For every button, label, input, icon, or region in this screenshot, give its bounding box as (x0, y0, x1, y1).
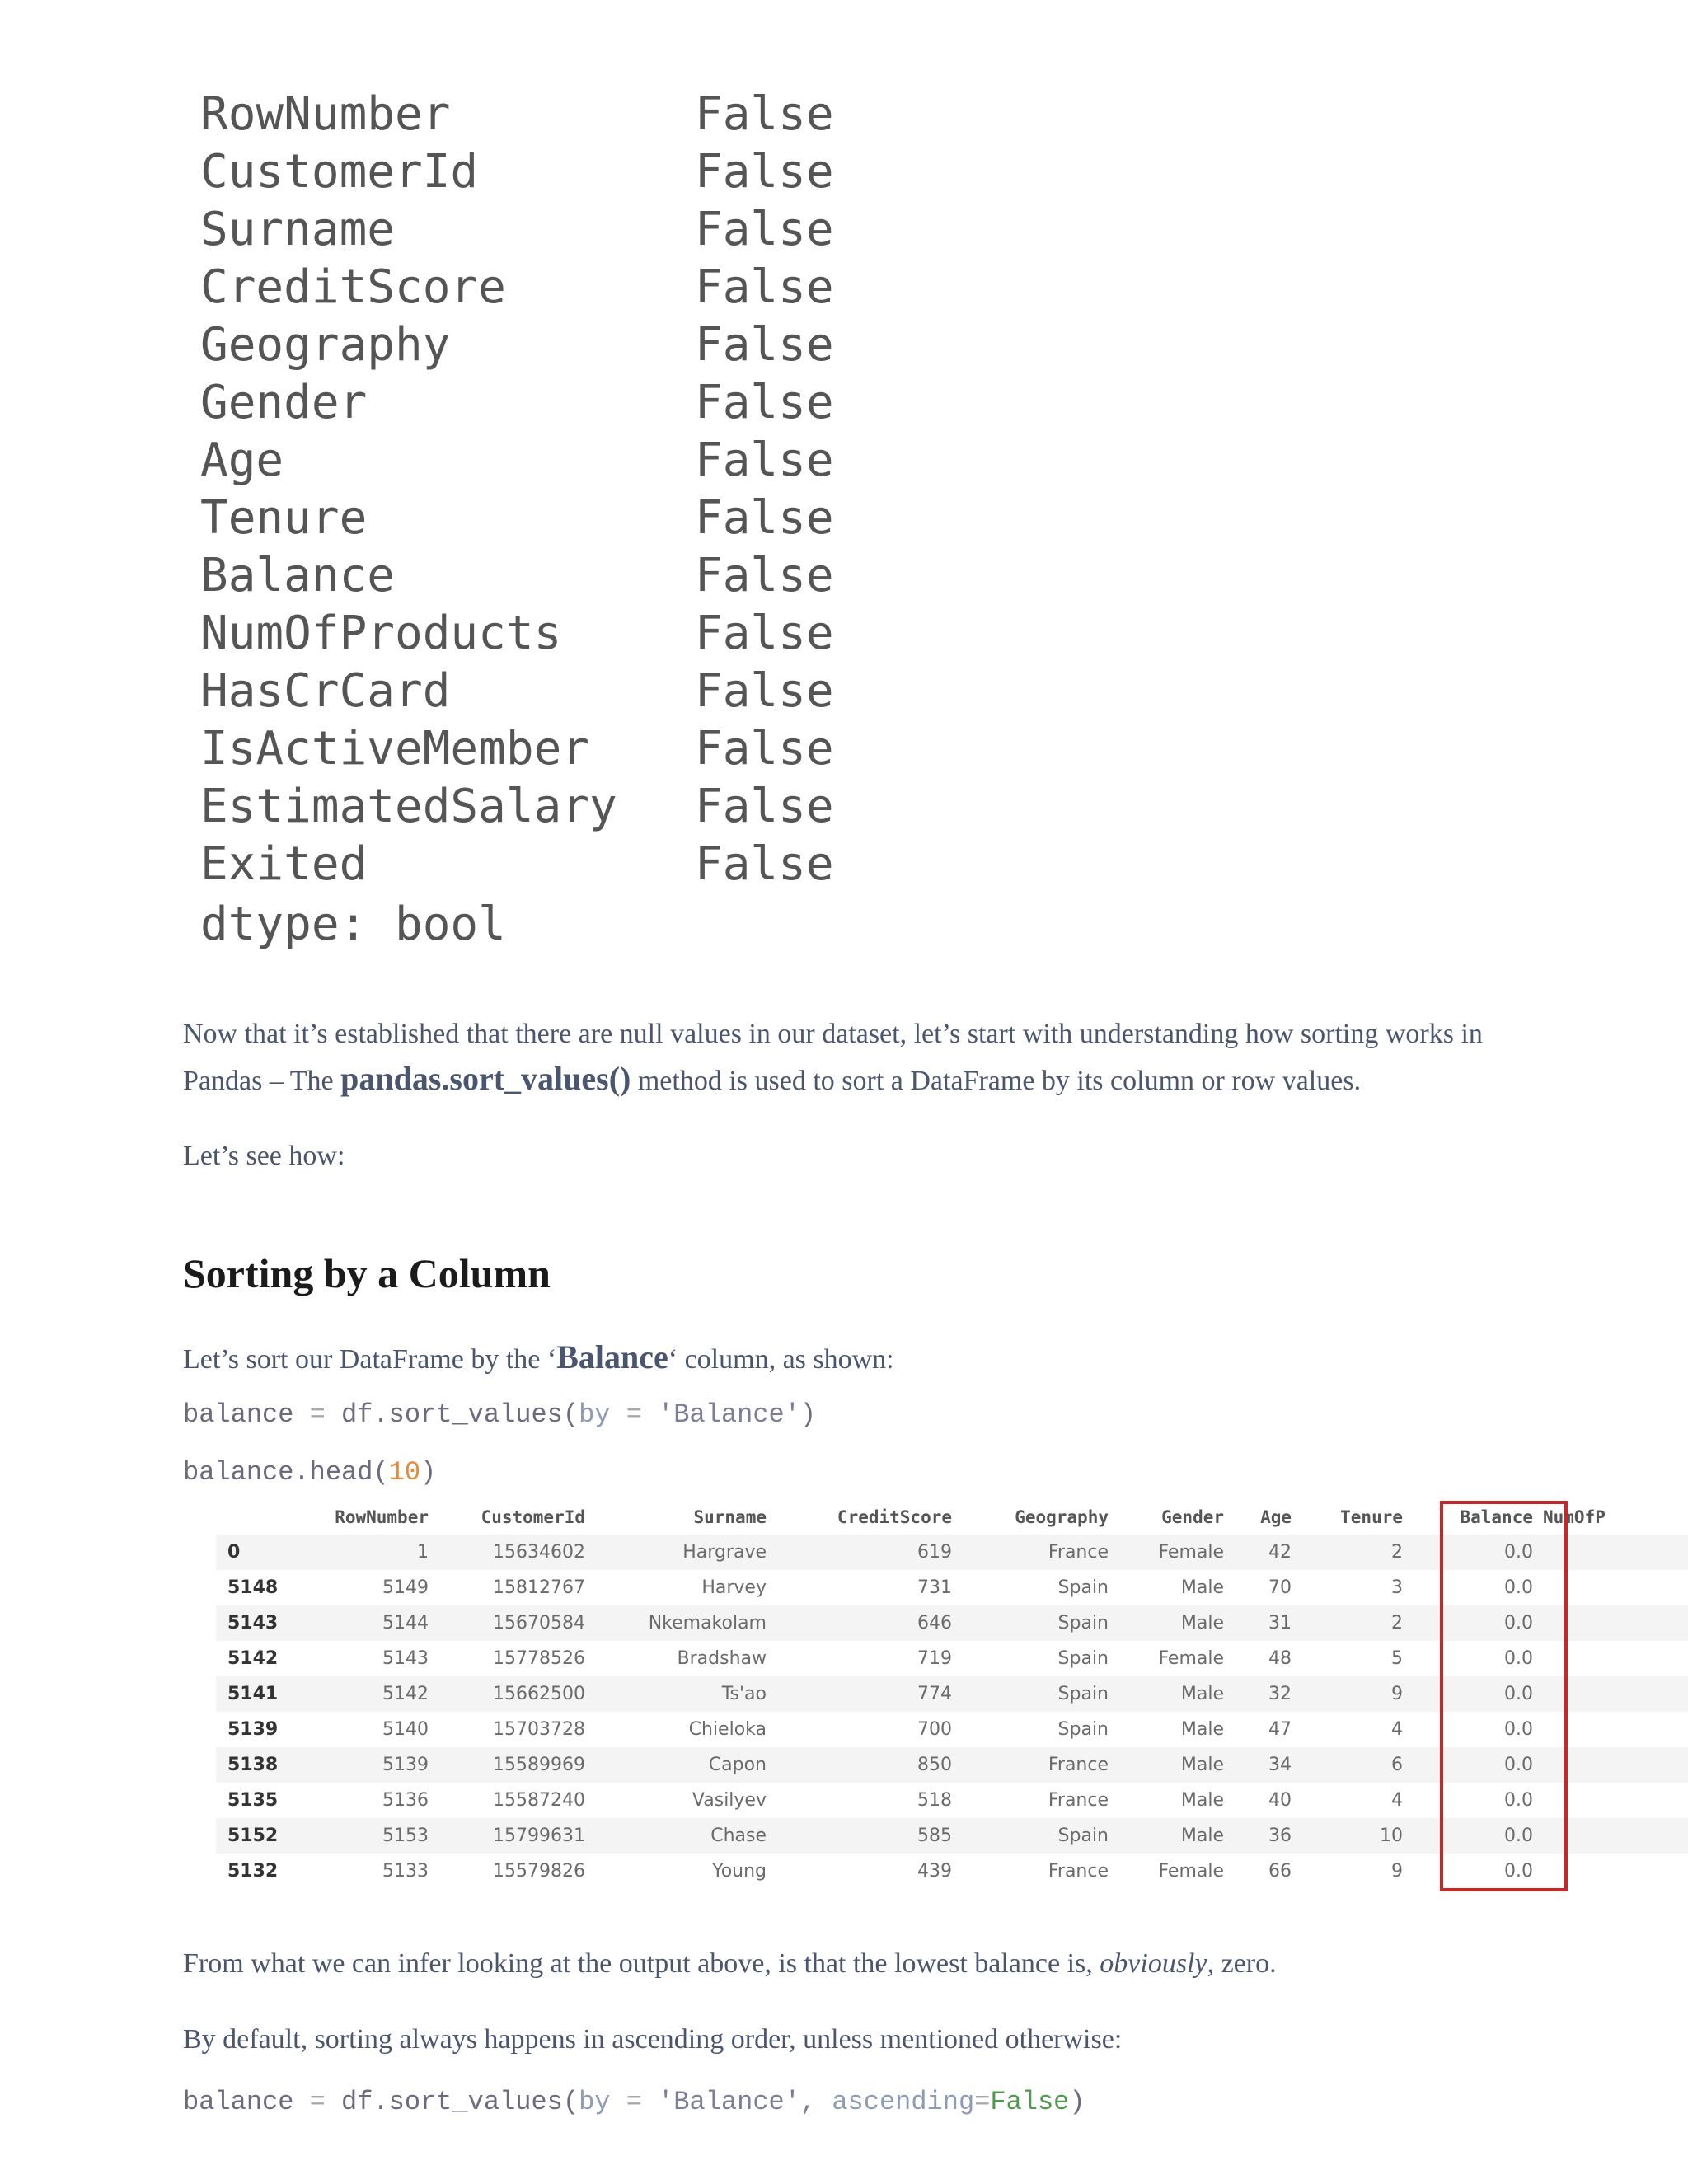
dataframe-cell: Vasilyev (692, 1790, 767, 1811)
dataframe-cell: 0.0 (1504, 1684, 1533, 1704)
dataframe-row (216, 1854, 1688, 1889)
dataframe-cell: 15662500 (493, 1684, 585, 1704)
dataframe-column-header: Geography (1015, 1507, 1109, 1527)
code-call: df.sort_values( (341, 1399, 579, 1430)
dataframe-cell: 5153 (382, 1825, 429, 1846)
dataframe-column-header: Age (1260, 1507, 1292, 1527)
dataframe-column-header: NumOfP (1543, 1507, 1606, 1527)
dataframe-cell: 9 (1391, 1684, 1403, 1704)
dataframe-row (216, 1535, 1688, 1570)
dataframe-cell: 36 (1268, 1825, 1292, 1846)
dataframe-cell: Male (1180, 1825, 1224, 1846)
dataframe-index-cell: 0 (227, 1542, 241, 1563)
dataframe-cell: Spain (1057, 1613, 1109, 1633)
dataframe-index-cell: 5152 (227, 1825, 279, 1846)
dataframe-cell: 5142 (382, 1684, 429, 1704)
code3-eq2: = (610, 2087, 659, 2117)
dataframe-cell: 5139 (382, 1755, 429, 1775)
dataframe-cell: Ts'ao (721, 1684, 767, 1704)
dataframe-cell: 40 (1268, 1790, 1292, 1811)
dataframe-cell: 32 (1268, 1684, 1292, 1704)
code-by: by (579, 1399, 611, 1430)
sort-instruction-post: column, as shown: (678, 1344, 894, 1375)
dataframe-cell: Male (1180, 1719, 1224, 1740)
dataframe-index-cell: 5148 (227, 1577, 279, 1598)
dataframe-cell-empty (1543, 1535, 1688, 1570)
see-how-text: Let’s see how: (183, 1141, 345, 1171)
dataframe-cell: 1 (417, 1542, 429, 1563)
dataframe-column-header: CustomerId (481, 1507, 585, 1527)
dataframe-cell: 3 (1391, 1577, 1403, 1598)
dataframe-row (216, 1747, 1688, 1783)
dataframe-cell: 15634602 (493, 1542, 585, 1563)
dataframe-cell-empty (1543, 1712, 1688, 1747)
dataframe-cell: 700 (917, 1719, 952, 1740)
dataframe-cell: 5136 (382, 1790, 429, 1811)
intro-line-2 (183, 1057, 1667, 1104)
dataframe-cell: 850 (917, 1755, 952, 1775)
isnull-column-name: IsActiveMember (200, 722, 590, 776)
isnull-column-name: Balance (200, 549, 396, 602)
dataframe-cell: 34 (1268, 1755, 1292, 1775)
dataframe-cell: 4 (1391, 1790, 1403, 1811)
isnull-value: False (695, 260, 834, 314)
isnull-value: False (695, 837, 834, 891)
dataframe-cell: 5144 (382, 1613, 429, 1633)
dataframe-cell: 15799631 (493, 1825, 585, 1846)
dataframe-cell: 774 (917, 1684, 952, 1704)
dataframe-index-cell: 5138 (227, 1755, 279, 1775)
isnull-value: False (695, 780, 834, 833)
code3-var: balance (183, 2087, 294, 2117)
dataframe-cell: Spain (1057, 1648, 1109, 1669)
section-heading: Sorting by a Column (183, 1250, 551, 1296)
dataframe-cell: 646 (917, 1613, 952, 1633)
dataframe-header-row (216, 1500, 1688, 1535)
isnull-value: False (695, 549, 834, 602)
dataframe-cell: Bradshaw (677, 1648, 767, 1669)
dataframe-cell: Chieloka (688, 1719, 767, 1740)
isnull-value: False (695, 434, 834, 487)
dataframe-cell: Female (1158, 1861, 1224, 1882)
code-sort-values (183, 1399, 816, 1430)
dataframe-cell: 15587240 (493, 1790, 585, 1811)
code-var: balance (183, 1399, 294, 1430)
dataframe-cell: Capon (708, 1755, 767, 1775)
dataframe-cell: 5133 (382, 1861, 429, 1882)
dataframe-cell: France (1048, 1542, 1109, 1563)
infer-post: , zero. (1207, 1948, 1277, 1979)
dataframe-cell: 619 (917, 1542, 952, 1563)
dataframe-column-header: RowNumber (335, 1507, 429, 1527)
dataframe-cell: Spain (1057, 1684, 1109, 1704)
dataframe-cell: 10 (1380, 1825, 1403, 1846)
dataframe-cell: 0.0 (1504, 1861, 1533, 1882)
intro-line-2-pre: Pandas – The (183, 1066, 341, 1096)
code-head-call: balance.head( (183, 1457, 389, 1488)
dataframe-column-header: Surname (693, 1507, 767, 1527)
dataframe-index-cell: 5143 (227, 1613, 279, 1633)
dataframe-column-header: Tenure (1340, 1507, 1403, 1527)
dataframe-cell: 2 (1391, 1613, 1403, 1633)
isnull-value: False (695, 664, 834, 718)
dataframe-cell: 2 (1391, 1542, 1403, 1563)
isnull-column-name: Exited (200, 837, 368, 891)
isnull-row (200, 259, 834, 316)
isnull-column-name: Age (200, 434, 284, 487)
isnull-row (200, 605, 834, 663)
isnull-column-name: EstimatedSalary (200, 780, 617, 833)
dataframe-column-header: Balance (1460, 1507, 1533, 1527)
dataframe-cell: 5149 (382, 1577, 429, 1598)
dataframe-cell: 731 (917, 1577, 952, 1598)
dataframe-cell-empty (1543, 1747, 1688, 1783)
dataframe-cell: Male (1180, 1577, 1224, 1598)
isnull-row (200, 201, 834, 259)
dataframe-cell-empty (1543, 1854, 1688, 1889)
code-head (183, 1457, 436, 1488)
isnull-column-name: CreditScore (200, 260, 506, 314)
dataframe-cell: Nkemakolam (648, 1613, 767, 1633)
code-close: ) (799, 1399, 817, 1430)
dataframe-cell: 0.0 (1504, 1542, 1533, 1563)
dataframe-cell: 719 (917, 1648, 952, 1669)
isnull-value: False (695, 491, 834, 545)
dataframe-cell: Spain (1057, 1577, 1109, 1598)
dataframe-column-header: Gender (1161, 1507, 1224, 1527)
dataframe-cell: 15670584 (493, 1613, 585, 1633)
dataframe-cell-empty (1543, 1641, 1688, 1676)
dataframe-index-cell: 5141 (227, 1684, 279, 1704)
dataframe-cell: Hargrave (682, 1542, 767, 1563)
dataframe-index-cell: 5135 (227, 1790, 279, 1811)
code-arg: 'Balance' (658, 1399, 800, 1430)
infer-emphasis: obviously (1100, 1948, 1207, 1979)
dataframe-cell: 15778526 (493, 1648, 585, 1669)
dataframe-cell: Male (1180, 1755, 1224, 1775)
isnull-column-name: Gender (200, 376, 368, 429)
dataframe-row (216, 1641, 1688, 1676)
isnull-row (200, 720, 834, 778)
dataframe-cell: 70 (1268, 1577, 1292, 1598)
intro-line-2-post: method is used to sort a DataFrame by its column or row values. (631, 1066, 1362, 1096)
isnull-value: False (695, 607, 834, 660)
dataframe-index-cell: 5139 (227, 1719, 279, 1740)
isnull-column-name: RowNumber (200, 87, 451, 141)
dataframe-cell: Chase (710, 1825, 767, 1846)
dataframe-cell: 4 (1391, 1719, 1403, 1740)
code-sort-descending (183, 2087, 1085, 2117)
dataframe-cell: 585 (917, 1825, 952, 1846)
code3-close: ) (1069, 2087, 1085, 2117)
intro-line-1: Now that it’s established that there are null values in our dataset, let’s start with understanding how sorting works in (183, 1019, 1483, 1049)
isnull-row (200, 432, 834, 490)
dataframe-cell: 6 (1391, 1755, 1403, 1775)
isnull-row (200, 490, 834, 547)
code3-bool: False (990, 2087, 1070, 2117)
dataframe-cell: 518 (917, 1790, 952, 1811)
isnull-column-name: Tenure (200, 491, 368, 545)
dataframe-cell: Male (1180, 1684, 1224, 1704)
dataframe-cell: 5143 (382, 1648, 429, 1669)
intro-paragraph (183, 1012, 1667, 1104)
dataframe-cell: 0.0 (1504, 1790, 1533, 1811)
dataframe-cell: Male (1180, 1790, 1224, 1811)
isnull-value: False (695, 203, 834, 256)
infer-paragraph (183, 1942, 1277, 1986)
open-tick: ‘ (546, 1344, 557, 1375)
isnull-row (200, 316, 834, 374)
isnull-column-name: CustomerId (200, 145, 479, 199)
dataframe-cell: 15812767 (493, 1577, 585, 1598)
isnull-output (200, 86, 834, 956)
dataframe-cell: Female (1158, 1542, 1224, 1563)
isnull-row (200, 374, 834, 432)
isnull-column-name: NumOfProducts (200, 607, 562, 660)
dataframe-row (216, 1818, 1688, 1854)
isnull-row (200, 86, 834, 143)
dataframe-column-header: CreditScore (837, 1507, 952, 1527)
code3-by: by (579, 2087, 611, 2117)
dataframe-row (216, 1783, 1688, 1818)
code-head-num: 10 (388, 1457, 421, 1488)
sort-instruction-pre: Let’s sort our DataFrame by the (183, 1344, 547, 1375)
code-eq2: = (610, 1399, 659, 1430)
dataframe-cell: 15703728 (493, 1719, 585, 1740)
dataframe-cell: 42 (1268, 1542, 1292, 1563)
dataframe-row (216, 1605, 1688, 1641)
dataframe-cell: 47 (1268, 1719, 1292, 1740)
dataframe-cell: 15589969 (493, 1755, 585, 1775)
dataframe-row (216, 1570, 1688, 1605)
isnull-value: False (695, 318, 834, 372)
isnull-column-name: Geography (200, 318, 451, 372)
sort-values-method: pandas.sort_values() (340, 1060, 631, 1097)
dataframe-cell-empty (1543, 1818, 1688, 1854)
infer-pre: From what we can infer looking at the output above, is that the lowest balance is, (183, 1948, 1100, 1979)
dataframe-cell: 439 (917, 1861, 952, 1882)
dataframe-cell: 0.0 (1504, 1755, 1533, 1775)
isnull-row (200, 143, 834, 201)
dataframe-cell: 9 (1391, 1861, 1403, 1882)
isnull-value: False (695, 376, 834, 429)
dataframe-cell-empty (1543, 1783, 1688, 1818)
dataframe-cell: Spain (1057, 1719, 1109, 1740)
dataframe-table (216, 1500, 1688, 1889)
dataframe-row (216, 1712, 1688, 1747)
dataframe-cell-empty (1543, 1676, 1688, 1712)
balance-column-name: Balance (556, 1338, 668, 1376)
code-eq: = (293, 1399, 342, 1430)
dataframe-output (216, 1500, 1688, 1896)
dataframe-cell: 0.0 (1504, 1648, 1533, 1669)
dataframe-cell-empty (1543, 1570, 1688, 1605)
isnull-row (200, 836, 834, 893)
dataframe-cell: Spain (1057, 1825, 1109, 1846)
dataframe-cell: 31 (1268, 1613, 1292, 1633)
dataframe-cell-empty (1543, 1605, 1688, 1641)
dataframe-cell: France (1048, 1755, 1109, 1775)
default-order-text: By default, sorting always happens in ascending order, unless mentioned otherwise: (183, 2024, 1123, 2055)
dataframe-column-header (216, 1500, 290, 1535)
isnull-row (200, 663, 834, 720)
dataframe-cell: 5140 (382, 1719, 429, 1740)
code-head-close: ) (420, 1457, 437, 1488)
dataframe-cell: 5 (1391, 1648, 1403, 1669)
code3-call: df.sort_values( (341, 2087, 579, 2117)
code3-eq: = (293, 2087, 342, 2117)
isnull-row (200, 778, 834, 836)
dataframe-index-cell: 5132 (227, 1861, 279, 1882)
code3-arg: 'Balance', (658, 2087, 817, 2117)
code3-eq3: = (974, 2087, 991, 2117)
dataframe-cell: 0.0 (1504, 1613, 1533, 1633)
isnull-value: False (695, 722, 834, 776)
dataframe-cell: 0.0 (1504, 1825, 1533, 1846)
dataframe-row (216, 1676, 1688, 1712)
isnull-column-name: HasCrCard (200, 664, 451, 718)
dataframe-cell: 0.0 (1504, 1577, 1533, 1598)
dataframe-cell: France (1048, 1861, 1109, 1882)
isnull-row (200, 547, 834, 605)
isnull-value: False (695, 87, 834, 141)
isnull-value: False (695, 145, 834, 199)
dataframe-cell: Young (712, 1861, 767, 1882)
dataframe-cell: Harvey (701, 1577, 767, 1598)
dataframe-cell: 15579826 (493, 1861, 585, 1882)
close-tick: ‘ (668, 1344, 678, 1375)
isnull-column-name: Surname (200, 203, 396, 256)
dataframe-cell: 48 (1268, 1648, 1292, 1669)
dataframe-cell: Male (1180, 1613, 1224, 1633)
isnull-dtype: dtype: bool (200, 898, 506, 951)
dataframe-cell: 0.0 (1504, 1719, 1533, 1740)
dataframe-cell: 66 (1268, 1861, 1292, 1882)
code3-kw: ascending (816, 2087, 975, 2117)
sort-instruction (183, 1335, 894, 1382)
dataframe-cell: France (1048, 1790, 1109, 1811)
dataframe-index-cell: 5142 (227, 1648, 279, 1669)
dataframe-cell: Female (1158, 1648, 1224, 1669)
